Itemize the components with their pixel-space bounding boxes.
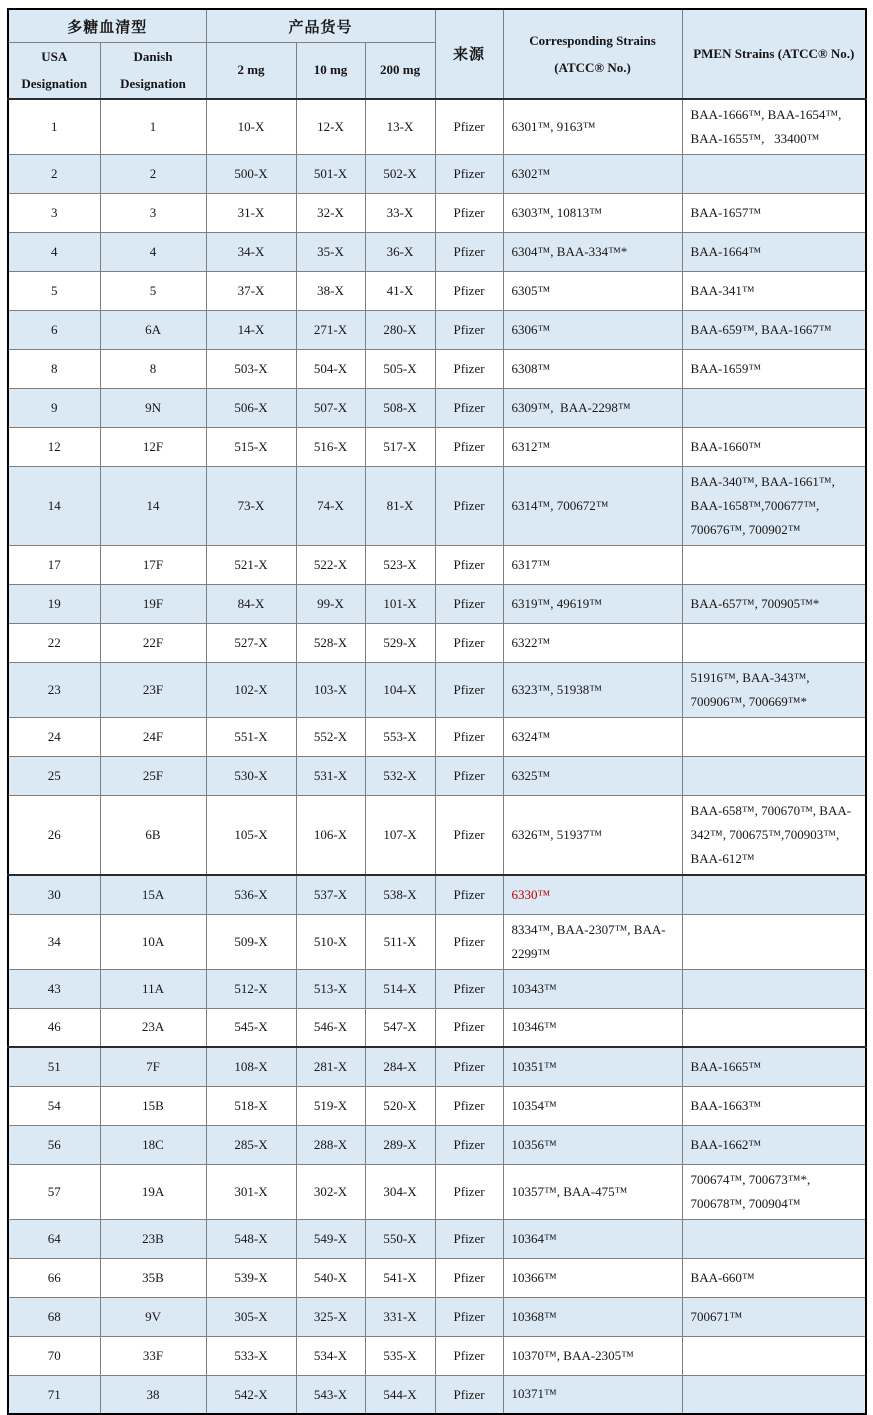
cell-danish-designation: 14 (100, 466, 206, 545)
cell-corresponding-strains: 6308™ (503, 349, 682, 388)
table-row (8, 99, 866, 155)
cell-2mg-catalog: 530-X (206, 756, 296, 795)
header-usa-designation: USA Designation (8, 43, 100, 99)
cell-pmen-strains: BAA-658™, 700670™, BAA-342™, 700675™,700903™, BAA-612™ (682, 795, 866, 875)
header-danish-designation: Danish Designation (100, 43, 206, 99)
cell-danish-designation: 18C (100, 1125, 206, 1164)
cell-200mg-catalog: 33-X (365, 193, 435, 232)
cell-source: Pfizer (435, 1219, 503, 1258)
cell-10mg-catalog: 540-X (296, 1258, 365, 1297)
cell-usa-designation: 2 (8, 154, 100, 193)
cell-source: Pfizer (435, 154, 503, 193)
cell-2mg-catalog: 84-X (206, 584, 296, 623)
cell-corresponding-strains: 6317™ (503, 545, 682, 584)
cell-source: Pfizer (435, 388, 503, 427)
cell-pmen-strains (682, 154, 866, 193)
cell-usa-designation: 23 (8, 662, 100, 717)
cell-pmen-strains (682, 969, 866, 1008)
cell-200mg-catalog: 520-X (365, 1086, 435, 1125)
cell-200mg-catalog: 541-X (365, 1258, 435, 1297)
table-row (8, 623, 866, 662)
cell-danish-designation: 12F (100, 427, 206, 466)
cell-2mg-catalog: 500-X (206, 154, 296, 193)
cell-10mg-catalog: 99-X (296, 584, 365, 623)
cell-corresponding-strains: 10366™ (503, 1258, 682, 1297)
cell-pmen-strains: BAA-1665™ (682, 1047, 866, 1086)
cell-source: Pfizer (435, 1336, 503, 1375)
cell-source: Pfizer (435, 1258, 503, 1297)
cell-usa-designation: 66 (8, 1258, 100, 1297)
cell-danish-designation: 3 (100, 193, 206, 232)
cell-corresponding-strains: 6323™, 51938™ (503, 662, 682, 717)
cell-10mg-catalog: 546-X (296, 1008, 365, 1047)
cell-source: Pfizer (435, 1125, 503, 1164)
cell-usa-designation: 64 (8, 1219, 100, 1258)
cell-2mg-catalog: 14-X (206, 310, 296, 349)
cell-pmen-strains: BAA-660™ (682, 1258, 866, 1297)
cell-danish-designation: 15B (100, 1086, 206, 1125)
cell-200mg-catalog: 41-X (365, 271, 435, 310)
cell-corresponding-strains: 10370™, BAA-2305™ (503, 1336, 682, 1375)
cell-pmen-strains: BAA-340™, BAA-1661™, BAA-1658™,700677™, 700676™, 700902™ (682, 466, 866, 545)
cell-200mg-catalog: 104-X (365, 662, 435, 717)
cell-source: Pfizer (435, 99, 503, 155)
cell-10mg-catalog: 74-X (296, 466, 365, 545)
cell-source: Pfizer (435, 427, 503, 466)
cell-corresponding-strains: 6324™ (503, 717, 682, 756)
cell-danish-designation: 8 (100, 349, 206, 388)
cell-corresponding-strains: 10371™ (503, 1375, 682, 1414)
cell-2mg-catalog: 503-X (206, 349, 296, 388)
cell-10mg-catalog: 507-X (296, 388, 365, 427)
cell-source: Pfizer (435, 756, 503, 795)
cell-200mg-catalog: 523-X (365, 545, 435, 584)
table-row (8, 1258, 866, 1297)
cell-danish-designation: 23F (100, 662, 206, 717)
table-row (8, 1008, 866, 1047)
cell-danish-designation: 19F (100, 584, 206, 623)
cell-200mg-catalog: 304-X (365, 1164, 435, 1219)
table-row (8, 1125, 866, 1164)
cell-pmen-strains: BAA-1657™ (682, 193, 866, 232)
cell-2mg-catalog: 506-X (206, 388, 296, 427)
cell-source: Pfizer (435, 1164, 503, 1219)
cell-200mg-catalog: 529-X (365, 623, 435, 662)
table-row (8, 1375, 866, 1414)
cell-pmen-strains: BAA-341™ (682, 271, 866, 310)
cell-corresponding-strains: 6322™ (503, 623, 682, 662)
cell-200mg-catalog: 280-X (365, 310, 435, 349)
table-row (8, 1164, 866, 1219)
cell-corresponding-strains: 6301™, 9163™ (503, 99, 682, 155)
cell-2mg-catalog: 102-X (206, 662, 296, 717)
cell-usa-designation: 54 (8, 1086, 100, 1125)
cell-10mg-catalog: 534-X (296, 1336, 365, 1375)
cell-source: Pfizer (435, 969, 503, 1008)
cell-pmen-strains (682, 875, 866, 914)
cell-usa-designation: 46 (8, 1008, 100, 1047)
cell-200mg-catalog: 538-X (365, 875, 435, 914)
cell-pmen-strains: BAA-1659™ (682, 349, 866, 388)
cell-danish-designation: 6A (100, 310, 206, 349)
header-2mg: 2 mg (206, 43, 296, 99)
cell-10mg-catalog: 513-X (296, 969, 365, 1008)
cell-danish-designation: 6B (100, 795, 206, 875)
cell-danish-designation: 9V (100, 1297, 206, 1336)
header-source: 来源 (435, 9, 503, 99)
cell-corresponding-strains: 10368™ (503, 1297, 682, 1336)
cell-200mg-catalog: 544-X (365, 1375, 435, 1414)
table-row (8, 1336, 866, 1375)
cell-corresponding-strains: 6330™ (503, 875, 682, 914)
cell-10mg-catalog: 531-X (296, 756, 365, 795)
cell-2mg-catalog: 536-X (206, 875, 296, 914)
table-row (8, 875, 866, 914)
cell-pmen-strains: BAA-659™, BAA-1667™ (682, 310, 866, 349)
cell-corresponding-strains: 6306™ (503, 310, 682, 349)
cell-corresponding-strains: 6303™, 10813™ (503, 193, 682, 232)
cell-usa-designation: 51 (8, 1047, 100, 1086)
cell-200mg-catalog: 511-X (365, 914, 435, 969)
cell-2mg-catalog: 34-X (206, 232, 296, 271)
cell-usa-designation: 6 (8, 310, 100, 349)
table-row (8, 388, 866, 427)
cell-10mg-catalog: 519-X (296, 1086, 365, 1125)
cell-2mg-catalog: 527-X (206, 623, 296, 662)
cell-2mg-catalog: 518-X (206, 1086, 296, 1125)
cell-corresponding-strains: 10351™ (503, 1047, 682, 1086)
cell-danish-designation: 23B (100, 1219, 206, 1258)
cell-corresponding-strains: 6312™ (503, 427, 682, 466)
cell-pmen-strains (682, 1375, 866, 1414)
cell-usa-designation: 24 (8, 717, 100, 756)
cell-corresponding-strains: 10357™, BAA-475™ (503, 1164, 682, 1219)
cell-200mg-catalog: 284-X (365, 1047, 435, 1086)
cell-source: Pfizer (435, 1047, 503, 1086)
cell-10mg-catalog: 35-X (296, 232, 365, 271)
cell-2mg-catalog: 305-X (206, 1297, 296, 1336)
serotype-strains-table (7, 8, 867, 1415)
cell-danish-designation: 38 (100, 1375, 206, 1414)
cell-2mg-catalog: 509-X (206, 914, 296, 969)
cell-corresponding-strains: 6309™, BAA-2298™ (503, 388, 682, 427)
cell-usa-designation: 68 (8, 1297, 100, 1336)
header-group-serotype: 多糖血清型 (8, 9, 206, 43)
cell-source: Pfizer (435, 662, 503, 717)
cell-10mg-catalog: 510-X (296, 914, 365, 969)
cell-2mg-catalog: 551-X (206, 717, 296, 756)
cell-source: Pfizer (435, 1008, 503, 1047)
cell-usa-designation: 56 (8, 1125, 100, 1164)
cell-pmen-strains: 700671™ (682, 1297, 866, 1336)
header-group-catalog-number: 产品货号 (206, 9, 435, 43)
cell-source: Pfizer (435, 545, 503, 584)
cell-danish-designation: 25F (100, 756, 206, 795)
table-body (8, 99, 866, 1415)
cell-danish-designation: 7F (100, 1047, 206, 1086)
cell-10mg-catalog: 106-X (296, 795, 365, 875)
cell-source: Pfizer (435, 1086, 503, 1125)
cell-pmen-strains: BAA-1666™, BAA-1654™, BAA-1655™, 33400™ (682, 99, 866, 155)
cell-200mg-catalog: 514-X (365, 969, 435, 1008)
cell-200mg-catalog: 81-X (365, 466, 435, 545)
cell-danish-designation: 17F (100, 545, 206, 584)
table-row (8, 1219, 866, 1258)
cell-usa-designation: 17 (8, 545, 100, 584)
cell-danish-designation: 5 (100, 271, 206, 310)
cell-source: Pfizer (435, 310, 503, 349)
cell-danish-designation: 22F (100, 623, 206, 662)
table-row (8, 154, 866, 193)
cell-pmen-strains (682, 545, 866, 584)
cell-pmen-strains (682, 717, 866, 756)
cell-danish-designation: 11A (100, 969, 206, 1008)
cell-2mg-catalog: 542-X (206, 1375, 296, 1414)
cell-source: Pfizer (435, 271, 503, 310)
cell-usa-designation: 43 (8, 969, 100, 1008)
cell-corresponding-strains: 6304™, BAA-334™* (503, 232, 682, 271)
cell-usa-designation: 70 (8, 1336, 100, 1375)
cell-corresponding-strains: 6325™ (503, 756, 682, 795)
table-row (8, 969, 866, 1008)
table-row (8, 662, 866, 717)
table-row (8, 466, 866, 545)
cell-200mg-catalog: 553-X (365, 717, 435, 756)
cell-200mg-catalog: 547-X (365, 1008, 435, 1047)
cell-danish-designation: 15A (100, 875, 206, 914)
cell-danish-designation: 24F (100, 717, 206, 756)
cell-2mg-catalog: 539-X (206, 1258, 296, 1297)
cell-usa-designation: 9 (8, 388, 100, 427)
header-200mg: 200 mg (365, 43, 435, 99)
cell-10mg-catalog: 325-X (296, 1297, 365, 1336)
cell-10mg-catalog: 12-X (296, 99, 365, 155)
cell-10mg-catalog: 288-X (296, 1125, 365, 1164)
cell-2mg-catalog: 108-X (206, 1047, 296, 1086)
cell-source: Pfizer (435, 623, 503, 662)
header-10mg: 10 mg (296, 43, 365, 99)
cell-corresponding-strains: 10346™ (503, 1008, 682, 1047)
cell-source: Pfizer (435, 1375, 503, 1414)
cell-danish-designation: 4 (100, 232, 206, 271)
cell-10mg-catalog: 271-X (296, 310, 365, 349)
cell-10mg-catalog: 504-X (296, 349, 365, 388)
cell-10mg-catalog: 501-X (296, 154, 365, 193)
cell-10mg-catalog: 302-X (296, 1164, 365, 1219)
cell-source: Pfizer (435, 1297, 503, 1336)
cell-200mg-catalog: 535-X (365, 1336, 435, 1375)
table-header (8, 9, 866, 99)
cell-200mg-catalog: 532-X (365, 756, 435, 795)
table-row (8, 545, 866, 584)
cell-source: Pfizer (435, 875, 503, 914)
cell-200mg-catalog: 36-X (365, 232, 435, 271)
cell-2mg-catalog: 10-X (206, 99, 296, 155)
table-row (8, 349, 866, 388)
cell-usa-designation: 5 (8, 271, 100, 310)
cell-pmen-strains (682, 1336, 866, 1375)
cell-pmen-strains: BAA-1663™ (682, 1086, 866, 1125)
cell-usa-designation: 8 (8, 349, 100, 388)
cell-2mg-catalog: 515-X (206, 427, 296, 466)
table-row (8, 584, 866, 623)
cell-corresponding-strains: 8334™, BAA-2307™, BAA-2299™ (503, 914, 682, 969)
cell-source: Pfizer (435, 349, 503, 388)
table-row (8, 1297, 866, 1336)
cell-usa-designation: 4 (8, 232, 100, 271)
cell-pmen-strains (682, 756, 866, 795)
cell-corresponding-strains: 10364™ (503, 1219, 682, 1258)
cell-200mg-catalog: 550-X (365, 1219, 435, 1258)
cell-10mg-catalog: 552-X (296, 717, 365, 756)
cell-corresponding-strains: 10356™ (503, 1125, 682, 1164)
cell-source: Pfizer (435, 466, 503, 545)
cell-200mg-catalog: 107-X (365, 795, 435, 875)
cell-corresponding-strains: 6326™, 51937™ (503, 795, 682, 875)
cell-pmen-strains (682, 388, 866, 427)
cell-usa-designation: 30 (8, 875, 100, 914)
cell-corresponding-strains: 6319™, 49619™ (503, 584, 682, 623)
cell-usa-designation: 19 (8, 584, 100, 623)
cell-source: Pfizer (435, 795, 503, 875)
cell-2mg-catalog: 31-X (206, 193, 296, 232)
cell-10mg-catalog: 516-X (296, 427, 365, 466)
cell-10mg-catalog: 103-X (296, 662, 365, 717)
table-row (8, 914, 866, 969)
cell-10mg-catalog: 281-X (296, 1047, 365, 1086)
cell-danish-designation: 23A (100, 1008, 206, 1047)
table-row (8, 717, 866, 756)
table-row (8, 1047, 866, 1086)
cell-usa-designation: 71 (8, 1375, 100, 1414)
cell-10mg-catalog: 549-X (296, 1219, 365, 1258)
cell-200mg-catalog: 13-X (365, 99, 435, 155)
cell-200mg-catalog: 289-X (365, 1125, 435, 1164)
cell-danish-designation: 33F (100, 1336, 206, 1375)
cell-2mg-catalog: 285-X (206, 1125, 296, 1164)
cell-200mg-catalog: 331-X (365, 1297, 435, 1336)
cell-2mg-catalog: 545-X (206, 1008, 296, 1047)
cell-2mg-catalog: 73-X (206, 466, 296, 545)
cell-2mg-catalog: 548-X (206, 1219, 296, 1258)
cell-corresponding-strains: 6302™ (503, 154, 682, 193)
table-row (8, 756, 866, 795)
cell-source: Pfizer (435, 584, 503, 623)
cell-10mg-catalog: 38-X (296, 271, 365, 310)
cell-2mg-catalog: 301-X (206, 1164, 296, 1219)
cell-usa-designation: 25 (8, 756, 100, 795)
table-row (8, 310, 866, 349)
cell-usa-designation: 26 (8, 795, 100, 875)
cell-2mg-catalog: 533-X (206, 1336, 296, 1375)
header-pmen-strains: PMEN Strains (ATCC® No.) (682, 9, 866, 99)
cell-pmen-strains: BAA-1664™ (682, 232, 866, 271)
cell-danish-designation: 10A (100, 914, 206, 969)
cell-danish-designation: 2 (100, 154, 206, 193)
cell-danish-designation: 9N (100, 388, 206, 427)
table-row (8, 795, 866, 875)
cell-pmen-strains (682, 1008, 866, 1047)
cell-usa-designation: 1 (8, 99, 100, 155)
cell-10mg-catalog: 32-X (296, 193, 365, 232)
cell-source: Pfizer (435, 232, 503, 271)
cell-pmen-strains (682, 914, 866, 969)
cell-10mg-catalog: 522-X (296, 545, 365, 584)
header-corresponding-strains: Corresponding Strains (ATCC® No.) (503, 9, 682, 99)
cell-usa-designation: 22 (8, 623, 100, 662)
cell-10mg-catalog: 528-X (296, 623, 365, 662)
cell-usa-designation: 57 (8, 1164, 100, 1219)
cell-pmen-strains: BAA-1662™ (682, 1125, 866, 1164)
table-row (8, 271, 866, 310)
cell-source: Pfizer (435, 193, 503, 232)
cell-source: Pfizer (435, 717, 503, 756)
cell-danish-designation: 19A (100, 1164, 206, 1219)
cell-usa-designation: 14 (8, 466, 100, 545)
cell-2mg-catalog: 105-X (206, 795, 296, 875)
cell-10mg-catalog: 537-X (296, 875, 365, 914)
table-row (8, 232, 866, 271)
cell-danish-designation: 35B (100, 1258, 206, 1297)
cell-corresponding-strains: 10354™ (503, 1086, 682, 1125)
cell-corresponding-strains: 6305™ (503, 271, 682, 310)
cell-pmen-strains: BAA-657™, 700905™* (682, 584, 866, 623)
cell-pmen-strains (682, 623, 866, 662)
cell-corresponding-strains: 10343™ (503, 969, 682, 1008)
cell-200mg-catalog: 505-X (365, 349, 435, 388)
cell-corresponding-strains: 6314™, 700672™ (503, 466, 682, 545)
cell-200mg-catalog: 517-X (365, 427, 435, 466)
table-row (8, 193, 866, 232)
cell-2mg-catalog: 521-X (206, 545, 296, 584)
table-row (8, 427, 866, 466)
cell-200mg-catalog: 101-X (365, 584, 435, 623)
cell-2mg-catalog: 512-X (206, 969, 296, 1008)
cell-pmen-strains: 51916™, BAA-343™, 700906™, 700669™* (682, 662, 866, 717)
cell-200mg-catalog: 508-X (365, 388, 435, 427)
cell-source: Pfizer (435, 914, 503, 969)
cell-200mg-catalog: 502-X (365, 154, 435, 193)
cell-usa-designation: 3 (8, 193, 100, 232)
cell-pmen-strains: BAA-1660™ (682, 427, 866, 466)
cell-2mg-catalog: 37-X (206, 271, 296, 310)
cell-danish-designation: 1 (100, 99, 206, 155)
cell-10mg-catalog: 543-X (296, 1375, 365, 1414)
cell-pmen-strains: 700674™, 700673™*, 700678™, 700904™ (682, 1164, 866, 1219)
cell-usa-designation: 34 (8, 914, 100, 969)
cell-usa-designation: 12 (8, 427, 100, 466)
table-row (8, 1086, 866, 1125)
cell-pmen-strains (682, 1219, 866, 1258)
